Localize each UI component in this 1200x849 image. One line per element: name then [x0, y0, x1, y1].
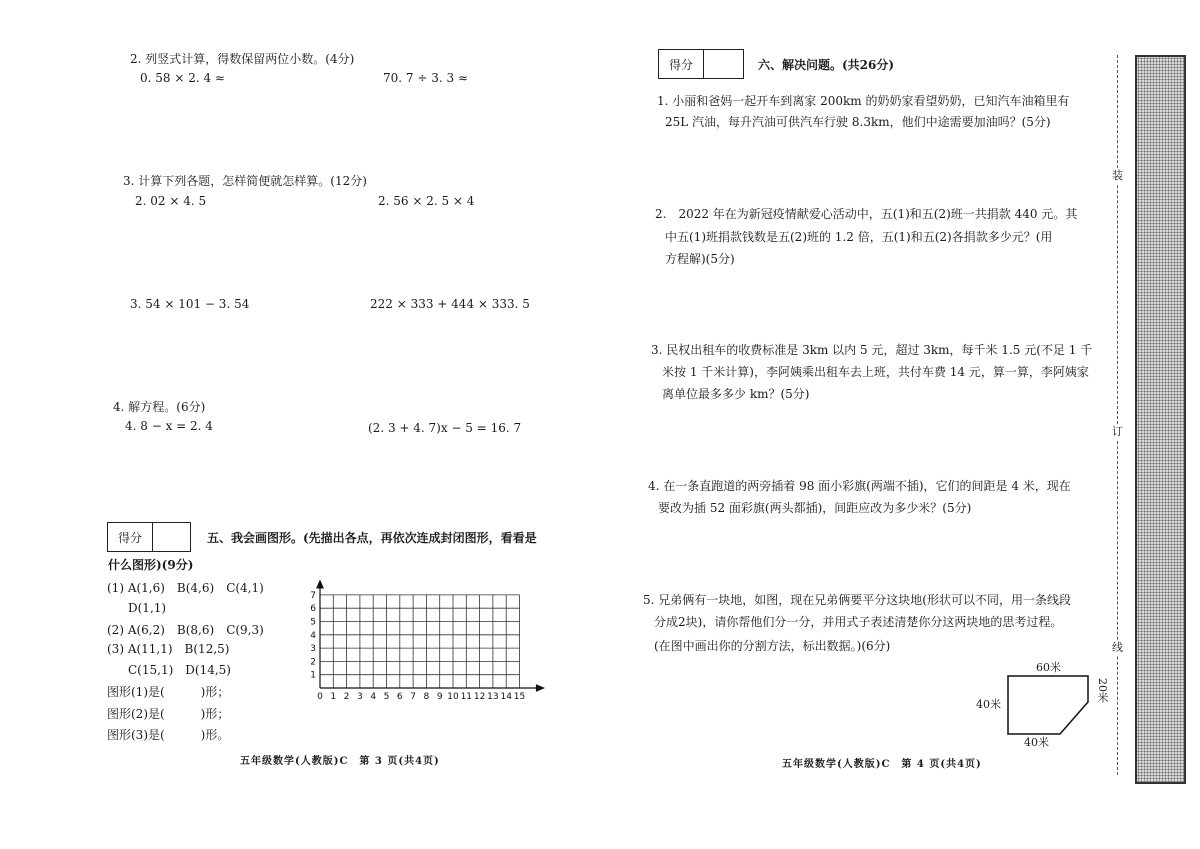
y-tick-label: 3 — [310, 644, 316, 655]
r-q2-line2: 中五(1)班捐款钱数是五(2)班的 1.2 倍，五(1)和五(2)各捐款多少元？(用 — [665, 230, 1053, 244]
binding-char: 订 — [1112, 425, 1123, 438]
section5-title-cont: 什么图形)(9分) — [108, 558, 194, 572]
x-tick-label: 1 — [330, 692, 337, 702]
figure-left-label: 40米 — [976, 698, 1001, 711]
r-q2-line1: 2. 2022 年在为新冠疫情献爱心活动中，五(1)和五(2)班一共捐款 440 元。其 — [655, 207, 1078, 221]
figure-bottom-label: 40米 — [1024, 736, 1049, 749]
r-q5-line2: 分成2块)，请你帮他们分一分，并用式子表述清楚你分这两块地的思考过程。 — [654, 615, 1063, 629]
r-q5-line3: (在图中画出你的分割方法，标出数据。)(6分) — [654, 639, 891, 653]
x-tick-label: 9 — [436, 692, 443, 702]
y-tick-label: 4 — [310, 630, 316, 641]
q4-title: 4. 解方程。(6分) — [113, 400, 206, 414]
x-tick-label: 0 — [317, 692, 323, 702]
page4-footer: 五年级数学(人教版)C 第 4 页(共4页) — [782, 759, 982, 770]
section5-title: 五、我会画图形。(先描出各点，再依次连成封闭图形，看看是 — [207, 531, 537, 545]
s5-item: (3) A(11,1) B(12,5) — [107, 642, 230, 656]
figure-top-label: 60米 — [1036, 661, 1061, 674]
binding-line — [1117, 55, 1118, 775]
q3-expr-a: 2. 02 × 4. 5 — [135, 194, 207, 208]
land-figure — [1000, 670, 1100, 740]
x-tick-label: 3 — [357, 692, 363, 702]
r-q3-line1: 3. 民权出租车的收费标准是 3km 以内 5 元，超过 3km，每千米 1.5 元(不足 1 千 — [651, 343, 1093, 357]
q4-eq-b: (2. 3 + 4. 7)x − 5 = 16. 7 — [368, 421, 522, 435]
x-tick-label: 15 — [513, 692, 526, 702]
q2-expr-a: 0. 58 × 2. 4 ≈ — [140, 71, 225, 85]
x-tick-label: 14 — [500, 692, 512, 702]
q3-expr-b: 2. 56 × 2. 5 × 4 — [378, 194, 475, 208]
binding-char: 线 — [1112, 641, 1123, 654]
s5-item: (1) A(1,6) B(4,6) C(4,1) — [107, 581, 264, 595]
coordinate-grid — [300, 580, 565, 705]
x-tick-label: 13 — [487, 692, 499, 702]
y-axis-arrow — [317, 581, 323, 588]
s5-answer-3: 图形(3)是( )形。 — [107, 728, 230, 742]
score-label: 得分 — [108, 523, 153, 551]
r-q5-line1: 5. 兄弟俩有一块地，如图，现在兄弟俩要平分这块地(形状可以不同，用一条线段 — [643, 593, 1071, 607]
s5-answer-2: 图形(2)是( )形； — [107, 707, 230, 721]
x-tick-label: 12 — [473, 692, 486, 702]
s5-item: D(1,1) — [128, 601, 167, 615]
r-q1-line2: 25L 汽油，每升汽油可供汽车行驶 8.3km，他们中途需要加油吗？(5分) — [665, 115, 1051, 129]
section6-title: 六、解决问题。(共26分) — [758, 58, 895, 72]
q3-expr-c: 3. 54 × 101 − 3. 54 — [130, 297, 250, 311]
x-tick-label: 8 — [423, 692, 430, 702]
x-tick-label: 4 — [370, 692, 377, 702]
s5-item: C(15,1) D(14,5) — [128, 663, 231, 677]
s5-item: (2) A(6,2) B(8,6) C(9,3) — [107, 623, 264, 637]
r-q3-line3: 离单位最多多少 km？(5分) — [662, 387, 810, 401]
x-tick-label: 6 — [396, 692, 403, 702]
q2-expr-b: 70. 7 ÷ 3. 3 ≈ — [383, 71, 468, 85]
x-axis-arrow — [537, 685, 544, 691]
x-tick-label: 5 — [383, 692, 390, 702]
y-tick-label: 7 — [310, 590, 316, 601]
r-q2-line3: 方程解)(5分) — [665, 252, 735, 266]
section5-score-box — [107, 522, 191, 552]
page3-footer: 五年级数学(人教版)C 第 3 页(共4页) — [240, 756, 440, 767]
section6-score-box — [658, 49, 744, 79]
y-tick-label: 1 — [310, 670, 316, 681]
r-q4-line2: 要改为插 52 面彩旗(两头都插)，间距应改为多少米？(5分) — [658, 501, 972, 515]
y-tick-label: 6 — [310, 604, 316, 615]
x-tick-label: 7 — [410, 692, 416, 702]
x-tick-label: 2 — [343, 692, 350, 702]
q3-expr-d: 222 × 333 + 444 × 333. 5 — [370, 297, 530, 311]
r-q1-line1: 1. 小丽和爸妈一起开车到离家 200km 的奶奶家看望奶奶，已知汽车油箱里有 — [657, 94, 1070, 108]
land-shape — [1008, 676, 1088, 734]
binding-char: 装 — [1112, 169, 1123, 182]
x-tick-label: 10 — [447, 692, 459, 702]
binding-strip — [1135, 55, 1186, 784]
figure-right-label: 20米 — [1096, 678, 1109, 703]
r-q4-line1: 4. 在一条直跑道的两旁插着 98 面小彩旗(两端不插)，它们的间距是 4 米，现在 — [648, 479, 1071, 493]
s5-answer-1: 图形(1)是( )形； — [107, 685, 230, 699]
y-tick-label: 5 — [310, 617, 316, 628]
q2-title: 2. 列竖式计算，得数保留两位小数。(4分) — [130, 52, 355, 66]
x-tick-label: 11 — [460, 692, 473, 702]
r-q3-line2: 米按 1 千米计算)，李阿姨乘出租车去上班，共付车费 14 元，算一算，李阿姨家 — [662, 365, 1089, 379]
score-label: 得分 — [659, 50, 704, 78]
y-tick-label: 2 — [310, 657, 316, 668]
q3-title: 3. 计算下列各题，怎样简便就怎样算。(12分) — [123, 174, 367, 188]
q4-eq-a: 4. 8 − x = 2. 4 — [125, 419, 213, 433]
